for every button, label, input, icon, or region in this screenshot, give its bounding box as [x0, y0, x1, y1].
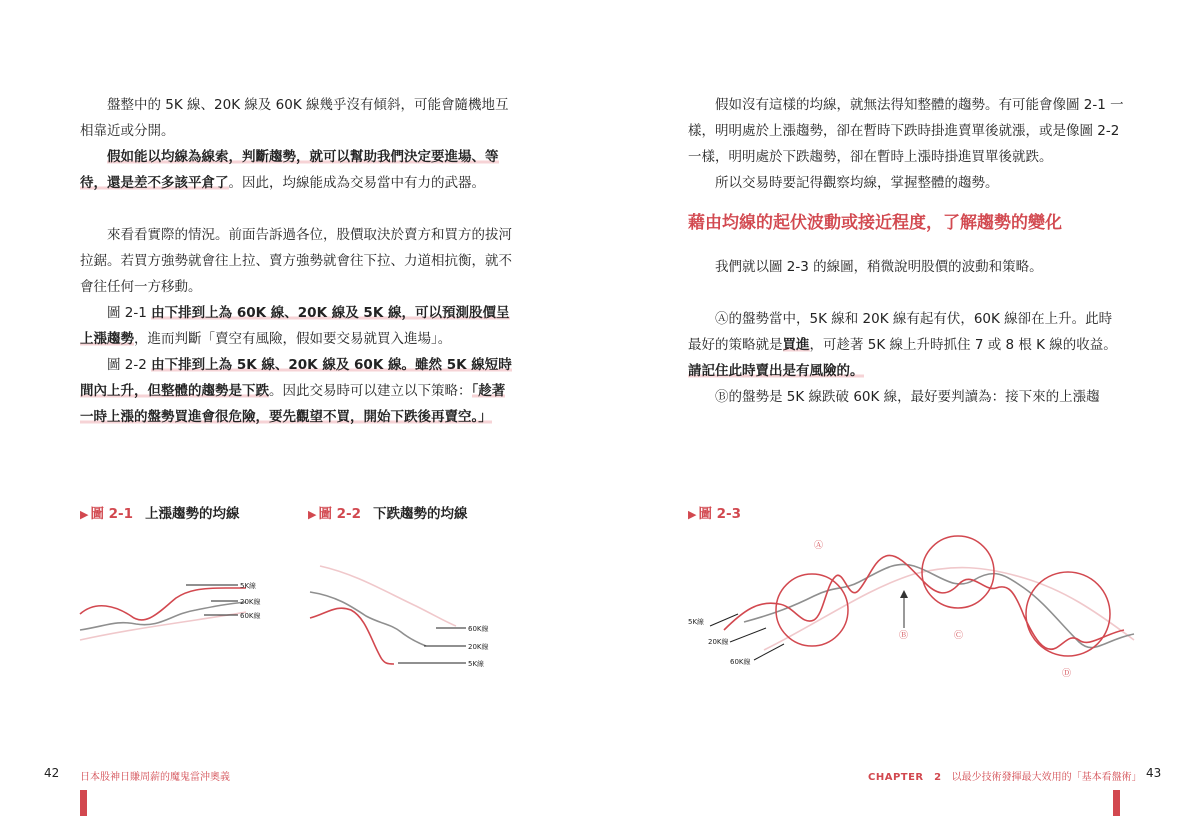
figure-2-3-caption [688, 502, 753, 522]
label-20k: 20K線 [708, 638, 729, 646]
section-heading: 藉由均線的起伏波動或接近程度，了解趨勢的變化 [688, 213, 1062, 233]
left-paragraph-1: 盤整中的 5K 線、20K 線及 60K 線幾乎沒有傾斜，可能會隨機地互相靠近或分開。 [80, 97, 509, 139]
page-number-left: 42 [44, 766, 60, 780]
label-leader [754, 644, 784, 660]
footer-accent-bar-left [80, 790, 87, 816]
right-paragraph-1: 假如沒有這樣的均線，就無法得知整體的趨勢。有可能會像圖 2-1 一樣，明明處於上漲趨勢，卻在暫時下跌時掛進賣單後就漲，或是像圖 2-2 一樣，明明處於下跌趨勢，卻在暫時上漲時掛進買單後就跌。 [688, 97, 1124, 165]
line-60k [764, 568, 1134, 650]
plain-text: 圖 2-2 [107, 357, 152, 373]
highlight-text: 由下排到上為 5K 線、20K 線及 60K 線。雖然 5K 線短時間內上升，但整體的趨勢是下跌 [80, 357, 512, 399]
left-paragraph-3: 來看看實際的情況。前面告訴過各位，股價取決於賣方和買方的拔河拉鋸。若買方強勢就會往上拉、賣方強勢就會往下拉、力道相抗衡，就不會往任何一方移動。 [80, 227, 512, 295]
figure-number: 圖 2-2 [318, 506, 362, 522]
figure-number: 圖 2-1 [90, 506, 134, 522]
label-60k: 60K線 [240, 612, 261, 620]
figure-2-2-caption [308, 502, 468, 522]
triangle-icon: ▶ [80, 508, 89, 521]
arrow-head-icon [900, 590, 908, 598]
marker-d: Ⓓ [1062, 669, 1072, 679]
left-paragraph-5 [80, 352, 516, 430]
plain-text: Ⓐ的盤勢當中，5K 線和 20K 線有起有伏，60K 線卻在上升。此時最好的策略就是 [688, 311, 1113, 353]
label-20k: 20K線 [468, 643, 489, 651]
figure-2-1-diagram [76, 570, 286, 660]
marker-b: Ⓑ [899, 631, 909, 641]
plain-text: 。因此交易時可以建立以下策略： [269, 383, 472, 399]
line-20k [310, 592, 426, 646]
label-leader [730, 628, 766, 642]
right-paragraph-2: 所以交易時要記得觀察均線，掌握整體的趨勢。 [715, 175, 999, 191]
marker-c: Ⓒ [954, 631, 964, 641]
label-5k: 5K線 [240, 582, 257, 590]
figure-2-1-caption [80, 502, 240, 522]
figure-2-3-diagram [684, 530, 1144, 690]
figure-title: 下跌趨勢的均線 [373, 506, 468, 522]
figure-number: 圖 2-3 [698, 506, 742, 522]
label-60k: 60K線 [730, 658, 751, 666]
plain-text: ，進而判斷「賣空有風險，假如要交易就買入進場」。 [134, 331, 452, 347]
book-title-footer: 日本股神日賺周薪的魔鬼當沖奧義 [80, 772, 230, 783]
label-60k: 60K線 [468, 625, 489, 633]
marker-a: Ⓐ [814, 541, 824, 551]
line-5k [310, 608, 394, 664]
line-60k [320, 566, 456, 626]
line-60k [80, 612, 246, 640]
triangle-icon: ▶ [308, 508, 317, 521]
plain-text: ，可趁著 5K 線上升時抓住 7 或 8 根 K 線的收益。 [809, 337, 1117, 353]
chapter-title: 以最少技術發揮最大效用的「基本看盤術」 [951, 772, 1142, 783]
line-20k [744, 564, 1134, 647]
chapter-footer [868, 768, 1142, 783]
right-text-column [688, 92, 1124, 410]
left-text-column [80, 92, 516, 430]
highlight-text: 假如能以均線為線索，判斷趨勢，就可以幫助我們決定要進場、等待，還是差不多該平倉了 [80, 149, 499, 191]
chapter-label: CHAPTER 2 [868, 772, 942, 783]
label-20k: 20K線 [240, 598, 261, 606]
left-paragraph-2 [80, 144, 516, 196]
right-paragraph-4 [688, 306, 1124, 384]
figure-title: 上漲趨勢的均線 [145, 506, 240, 522]
left-paragraph-4 [80, 300, 516, 352]
plain-text: 。因此，均線能成為交易當中有力的武器。 [228, 175, 485, 191]
highlight-text: 由下排到上為 60K 線、20K 線及 5K 線，可以預測股價呈上漲趨勢 [80, 305, 510, 347]
label-5k: 5K線 [688, 618, 705, 626]
highlight-text: 「趁著一時上漲的盤勢買進會很危險，要先觀望不買，開始下跌後再賣空。」 [80, 383, 506, 425]
label-5k: 5K線 [468, 660, 485, 668]
triangle-icon: ▶ [688, 508, 697, 521]
footer-accent-bar-right [1113, 790, 1120, 816]
figure-2-2-diagram [306, 560, 506, 672]
right-paragraph-5: Ⓑ的盤勢是 5K 線跌破 60K 線，最好要判讀為：接下來的上漲趨 [715, 389, 1100, 405]
highlight-text: 買進 [782, 337, 810, 353]
right-paragraph-3: 我們就以圖 2-3 的線圖，稍微說明股價的波動和策略。 [715, 259, 1043, 275]
circle-c [922, 536, 994, 608]
page-number-right: 43 [1146, 766, 1162, 780]
highlight-text: 請記住此時賣出是有風險的。 [688, 363, 864, 379]
plain-text: 圖 2-1 [107, 305, 152, 321]
